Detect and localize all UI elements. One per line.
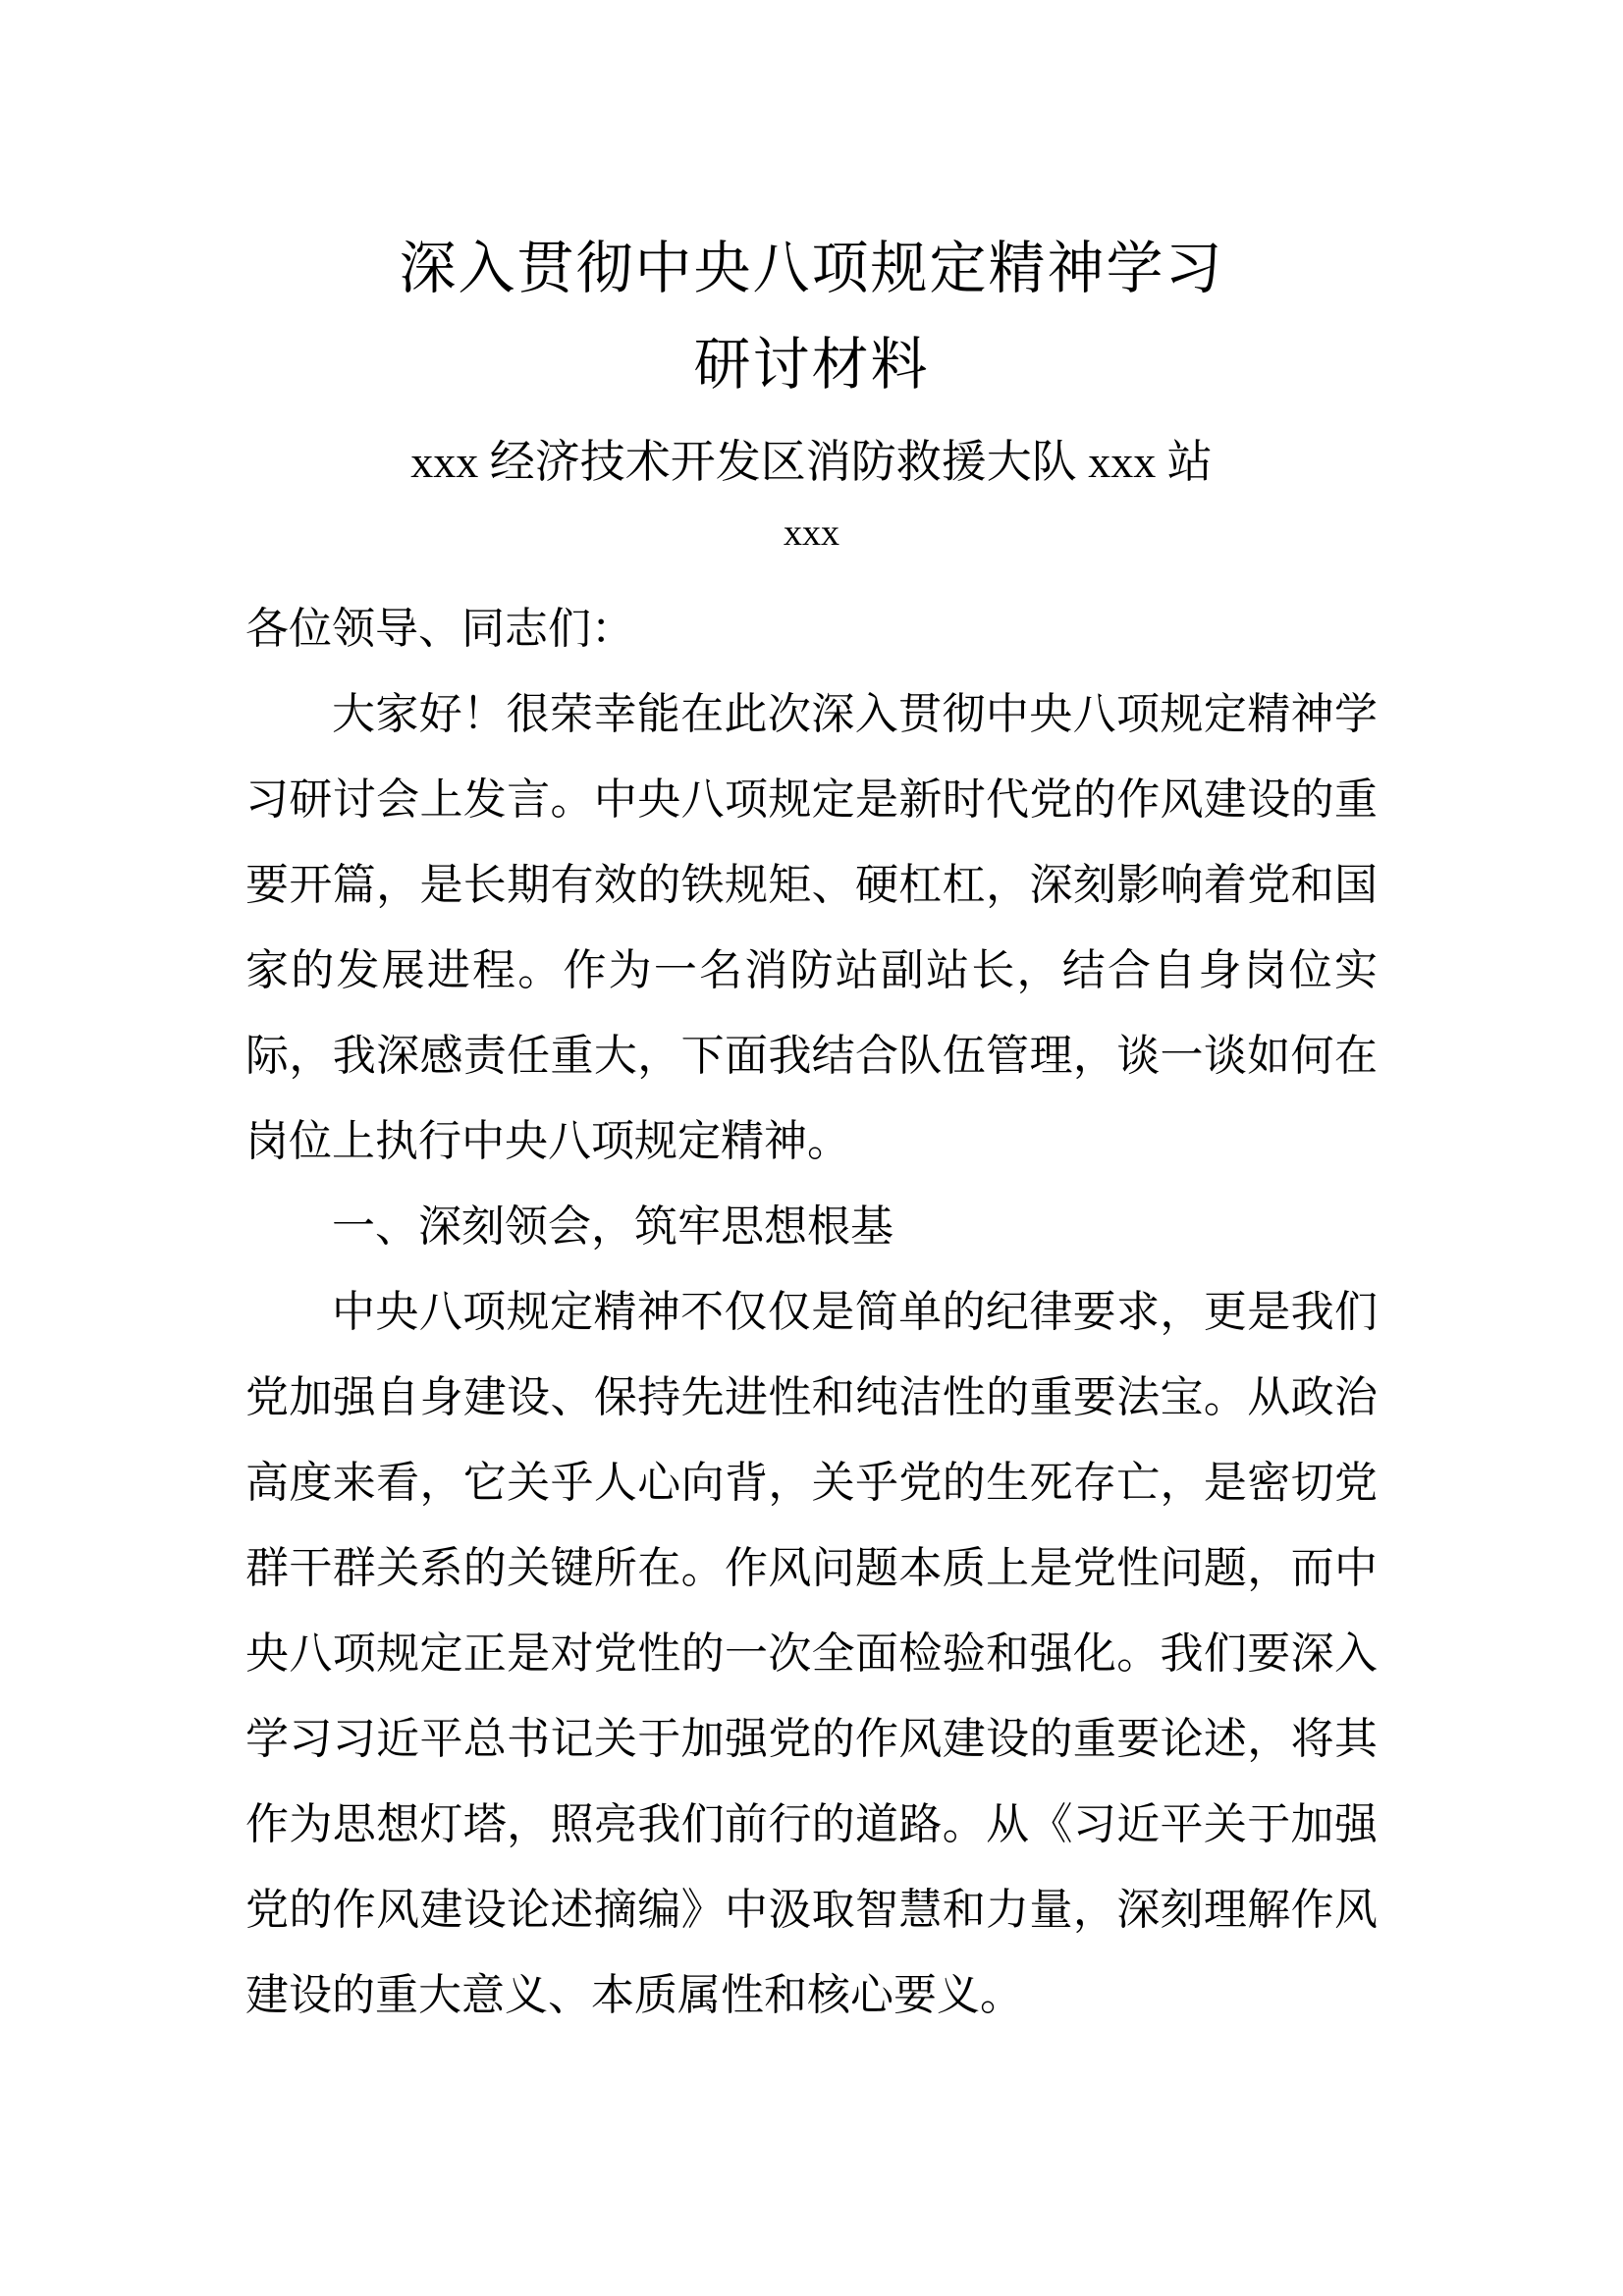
paragraph-section-1: 中央八项规定精神不仅仅是简单的纪律要求，更是我们党加强自身建设、保持先进性和纯洁性的重要法宝。从政治高度来看，它关乎人心向背，关乎党的生死存亡，是密切党群干群关系的关键所在。作风问题本质上是党性问题，而中央八项规定正是对党性的一次全面检验和强化。我们要深入学习习近平总书记关于加强党的作风建设的重要论述，将其作为思想灯塔，照亮我们前行的道路。从《习近平关于加强党的作风建设论述摘编》中汲取智慧和力量，深刻理解作风建设的重大意义、本质属性和核心要义。	[245, 1288, 1378, 2019]
document-title-line2: 研讨材料	[693, 333, 930, 397]
document-title	[245, 221, 1378, 413]
paragraph-intro: 大家好！很荣幸能在此次深入贯彻中央八项规定精神学习研讨会上发言。中央八项规定是新时代党的作风建设的重要开篇，是长期有效的铁规矩、硬杠杠，深刻影响着党和国家的发展进程。作为一名消防站副站长，结合自身岗位实际，我深感责任重大，下面我结合队伍管理，谈一谈如何在岗位上执行中央八项规定精神。	[245, 690, 1378, 1165]
section-heading-1: 一、深刻领会，筑牢思想根基	[332, 1202, 893, 1251]
document-author: xxx	[784, 512, 839, 554]
document-title-line1: 深入贯彻中央八项规定精神学习	[399, 237, 1224, 300]
document-subtitle: xxx 经济技术开发区消防救援大队 xxx 站	[410, 437, 1213, 487]
document-body	[245, 586, 1378, 2038]
salutation: 各位领导、同志们：	[245, 605, 634, 653]
